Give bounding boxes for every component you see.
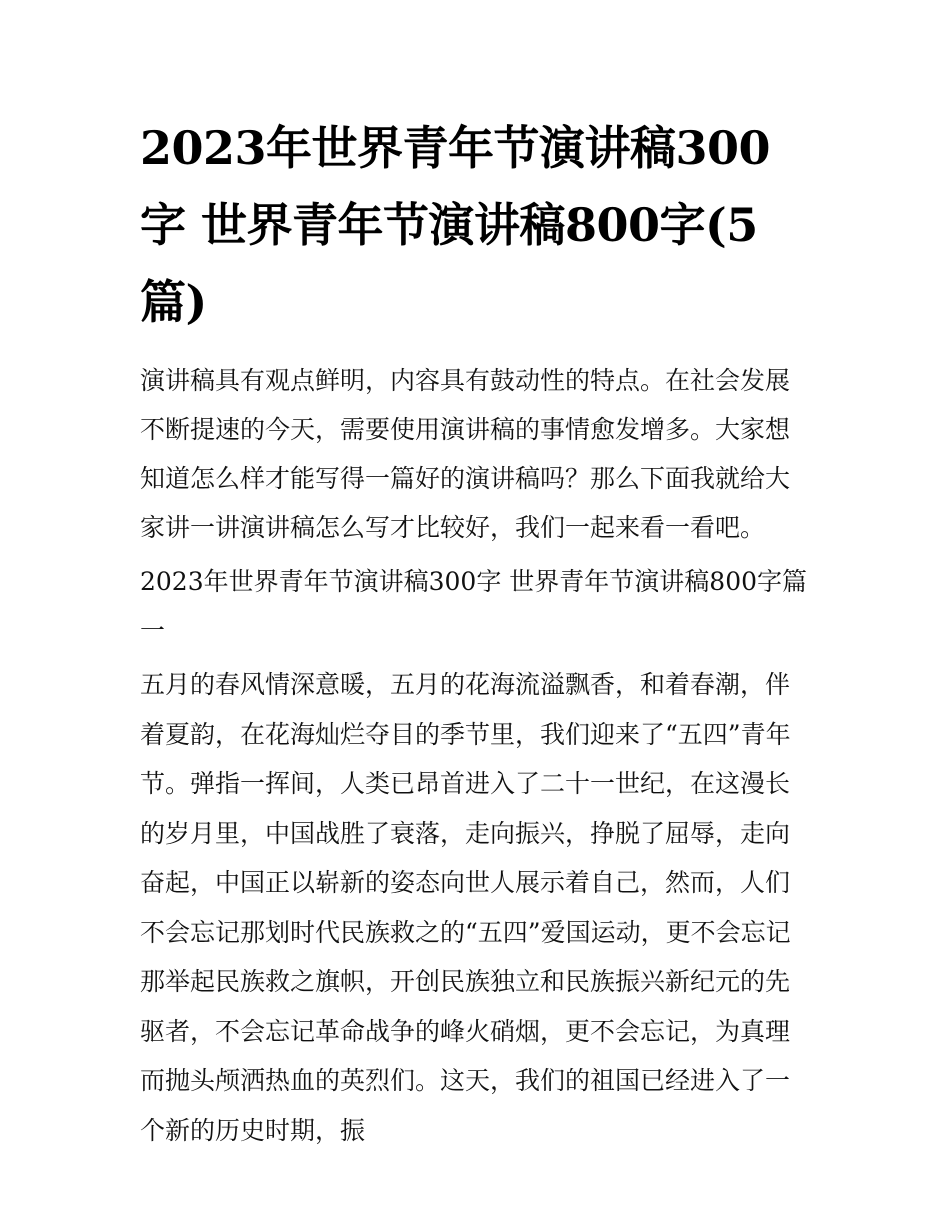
- section-heading: 2023年世界青年节演讲稿300字 世界青年节演讲稿800字篇一: [140, 567, 808, 645]
- document-title: 2023年世界青年节演讲稿300字 世界青年节演讲稿800字(5篇): [140, 121, 771, 329]
- body-paragraph: 五月的春风情深意暖，五月的花海流溢飘香，和着春潮，伴着夏韵，在花海灿烂夺目的季节里，我们迎来了“五四”青年节。弹指一挥间，人类已昂首进入了二十一世纪，在这漫长的岁月里，中国战胜了衰落，走向振兴，挣脱了屈辱，走向奋起，中国正以崭新的姿态向世人展示着自己，然而，人们不会忘记那划时代民族救之的“五四”爱国运动，更不会忘记那举起民族救之旗帜，开创民族独立和民族振兴新纪元的先驱者，不会忘记革命战争的峰火硝烟，更不会忘记，为真理而抛头颅洒热血的英烈们。这天，我们的祖国已经进入了一个新的历史时期，振: [140, 670, 791, 1145]
- intro-paragraph: 演讲稿具有观点鲜明，内容具有鼓动性的特点。在社会发展不断提速的今天，需要使用演讲稿的事情愈发增多。大家想知道怎么样才能写得一篇好的演讲稿吗？那么下面我就给大家讲一讲演讲稿怎么写才比较好，我们一起来看一看吧。: [140, 366, 791, 542]
